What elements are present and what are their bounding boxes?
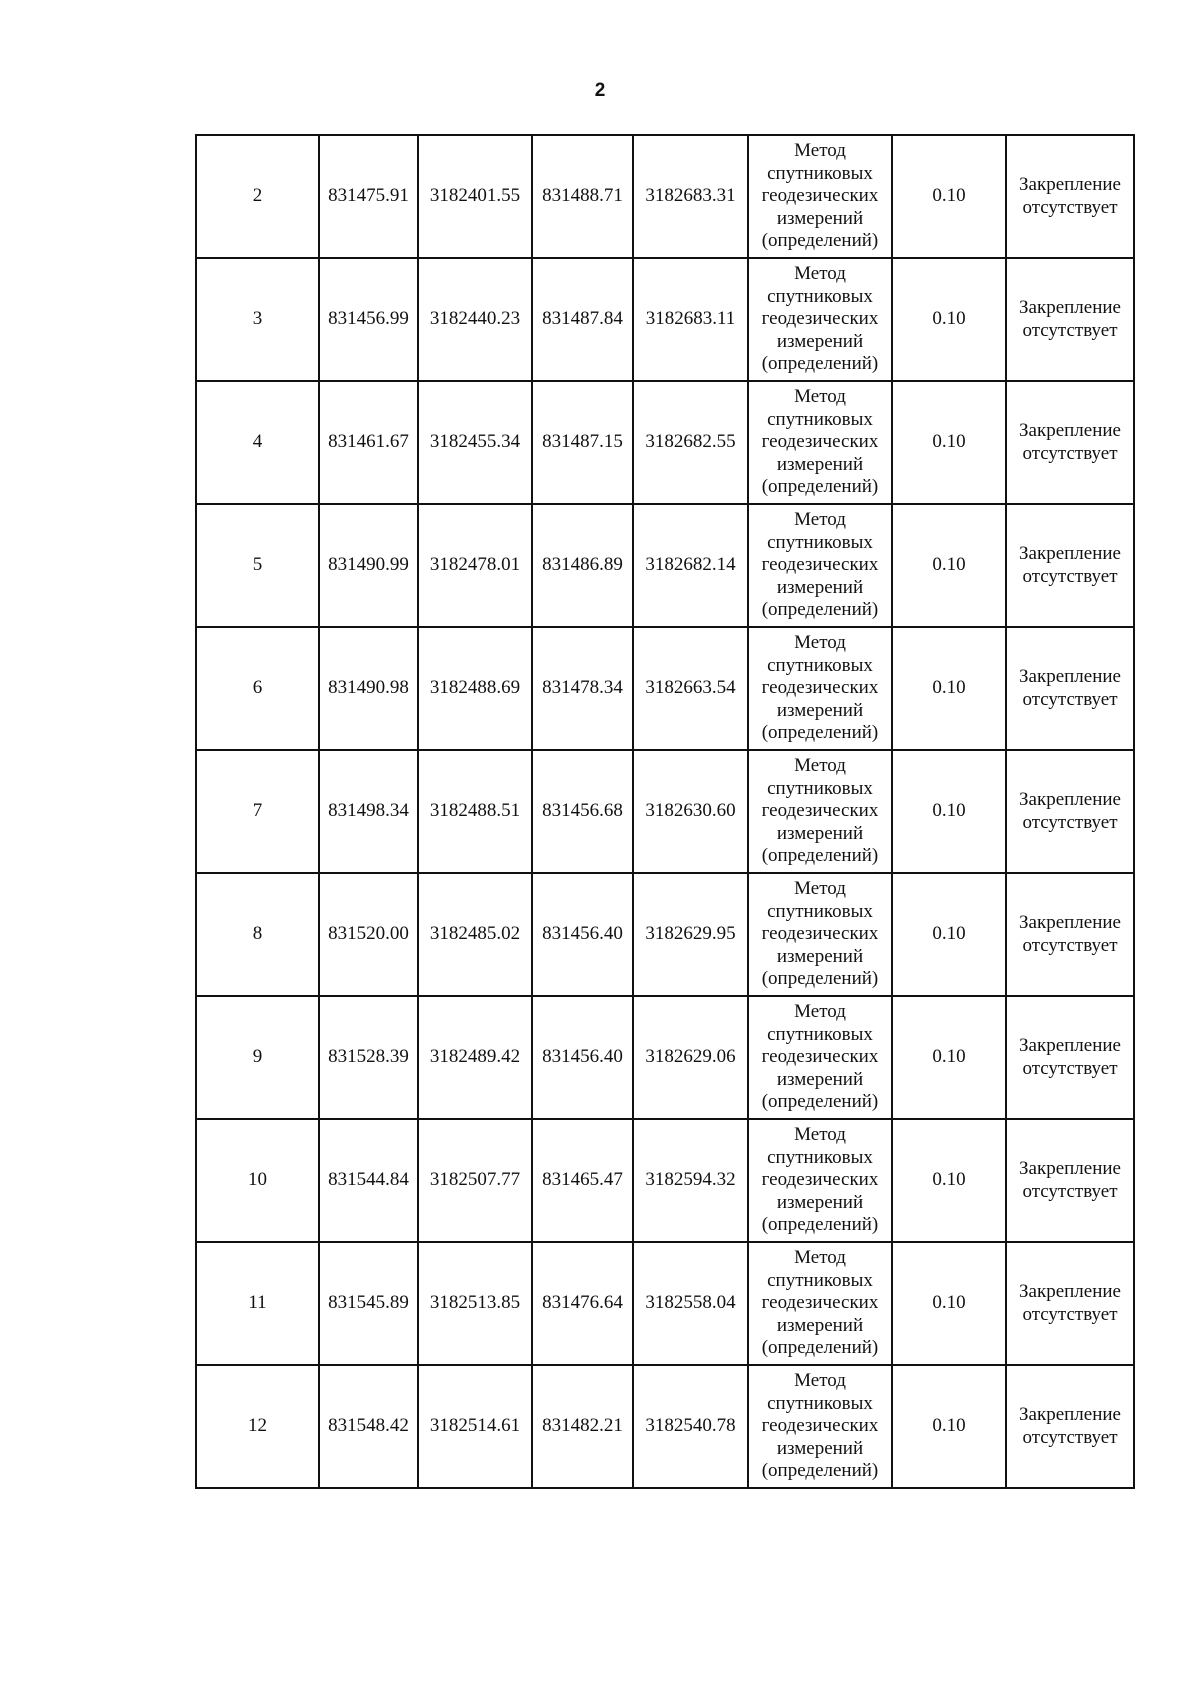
method-cell [748,1365,892,1488]
fixation-line: отсутствует [1022,319,1118,341]
method-line: (определений) [761,1091,879,1113]
method-line: Метод [794,1124,846,1146]
method-line: геодезических [761,677,879,699]
y-coordinate-alt-cell: 3182540.78 [633,1365,748,1488]
point-number-cell: 3 [196,258,319,381]
x-coordinate-cell: 831461.67 [319,381,418,504]
y-coordinate-cell: 3182401.55 [418,135,532,258]
method-line: Метод [794,140,846,162]
x-coordinate-alt-cell: 831456.68 [532,750,633,873]
method-line: измерений [776,822,864,844]
method-line: измерений [776,1068,864,1090]
x-coordinate-cell: 831520.00 [319,873,418,996]
fixation-cell [1006,504,1134,627]
x-coordinate-cell: 831490.98 [319,627,418,750]
x-coordinate-cell: 831490.99 [319,504,418,627]
method-line: измерений [776,207,864,229]
x-coordinate-alt-cell: 831482.21 [532,1365,633,1488]
table-row [196,627,1134,750]
y-coordinate-alt-cell: 3182682.55 [633,381,748,504]
fixation-line: отсутствует [1022,1426,1118,1448]
table-row [196,873,1134,996]
fixation-line: отсутствует [1022,196,1118,218]
method-line: Метод [794,263,846,285]
page-number: 2 [594,80,606,101]
method-line: Метод [794,1247,846,1269]
y-coordinate-alt-cell: 3182558.04 [633,1242,748,1365]
fixation-line: Закрепление [1019,912,1121,933]
y-coordinate-cell: 3182513.85 [418,1242,532,1365]
method-line: Метод [794,386,846,408]
x-coordinate-cell: 831548.42 [319,1365,418,1488]
method-line: измерений [776,330,864,352]
method-line: геодезических [761,923,879,945]
coordinates-table [195,134,1135,1489]
fixation-cell [1006,1119,1134,1242]
method-cell [748,135,892,258]
y-coordinate-cell: 3182455.34 [418,381,532,504]
accuracy-cell: 0.10 [892,1119,1006,1242]
table-row [196,135,1134,258]
method-line: (определений) [761,1460,879,1482]
method-line: измерений [776,576,864,598]
accuracy-cell: 0.10 [892,627,1006,750]
method-line: спутниковых [767,285,873,307]
table-row [196,504,1134,627]
fixation-line: Закрепление [1019,543,1121,564]
x-coordinate-cell: 831498.34 [319,750,418,873]
method-line: (определений) [761,1337,879,1359]
fixation-line: Закрепление [1019,789,1121,810]
fixation-line: Закрепление [1019,297,1121,318]
accuracy-cell: 0.10 [892,1365,1006,1488]
method-line: (определений) [761,722,879,744]
table-row [196,381,1134,504]
method-line: спутниковых [767,1269,873,1291]
y-coordinate-cell: 3182488.51 [418,750,532,873]
method-line: спутниковых [767,1146,873,1168]
method-cell [748,627,892,750]
point-number-cell: 2 [196,135,319,258]
method-cell [748,258,892,381]
fixation-line: Закрепление [1019,1035,1121,1056]
y-coordinate-alt-cell: 3182630.60 [633,750,748,873]
point-number-cell: 7 [196,750,319,873]
method-line: геодезических [761,431,879,453]
x-coordinate-cell: 831545.89 [319,1242,418,1365]
fixation-line: Закрепление [1019,420,1121,441]
method-cell [748,1119,892,1242]
x-coordinate-cell: 831544.84 [319,1119,418,1242]
method-line: Метод [794,1001,846,1023]
y-coordinate-cell: 3182488.69 [418,627,532,750]
fixation-line: отсутствует [1022,1057,1118,1079]
fixation-cell [1006,1242,1134,1365]
fixation-cell [1006,258,1134,381]
x-coordinate-alt-cell: 831456.40 [532,996,633,1119]
x-coordinate-alt-cell: 831488.71 [532,135,633,258]
method-cell [748,504,892,627]
x-coordinate-alt-cell: 831487.15 [532,381,633,504]
y-coordinate-cell: 3182478.01 [418,504,532,627]
accuracy-cell: 0.10 [892,750,1006,873]
fixation-line: отсутствует [1022,1180,1118,1202]
fixation-line: Закрепление [1019,1404,1121,1425]
method-line: (определений) [761,353,879,375]
table-row [196,1119,1134,1242]
fixation-line: отсутствует [1022,442,1118,464]
x-coordinate-alt-cell: 831478.34 [532,627,633,750]
fixation-cell [1006,381,1134,504]
method-line: Метод [794,755,846,777]
fixation-line: Закрепление [1019,174,1121,195]
y-coordinate-alt-cell: 3182683.31 [633,135,748,258]
y-coordinate-alt-cell: 3182594.32 [633,1119,748,1242]
method-line: Метод [794,632,846,654]
method-line: измерений [776,945,864,967]
y-coordinate-alt-cell: 3182663.54 [633,627,748,750]
fixation-cell [1006,750,1134,873]
method-line: измерений [776,1191,864,1213]
fixation-cell [1006,996,1134,1119]
method-line: геодезических [761,800,879,822]
y-coordinate-alt-cell: 3182682.14 [633,504,748,627]
method-line: Метод [794,1370,846,1392]
method-line: спутниковых [767,654,873,676]
point-number-cell: 4 [196,381,319,504]
table-row [196,1242,1134,1365]
point-number-cell: 9 [196,996,319,1119]
method-line: измерений [776,1314,864,1336]
method-line: спутниковых [767,1392,873,1414]
method-line: геодезических [761,308,879,330]
y-coordinate-alt-cell: 3182683.11 [633,258,748,381]
method-line: геодезических [761,185,879,207]
method-line: спутниковых [767,777,873,799]
x-coordinate-alt-cell: 831476.64 [532,1242,633,1365]
method-line: спутниковых [767,900,873,922]
method-line: (определений) [761,599,879,621]
fixation-line: Закрепление [1019,1281,1121,1302]
point-number-cell: 12 [196,1365,319,1488]
fixation-cell [1006,873,1134,996]
y-coordinate-cell: 3182489.42 [418,996,532,1119]
method-line: Метод [794,878,846,900]
method-cell [748,873,892,996]
y-coordinate-cell: 3182440.23 [418,258,532,381]
accuracy-cell: 0.10 [892,504,1006,627]
method-line: измерений [776,453,864,475]
method-line: геодезических [761,1169,879,1191]
accuracy-cell: 0.10 [892,135,1006,258]
x-coordinate-alt-cell: 831465.47 [532,1119,633,1242]
method-line: спутниковых [767,162,873,184]
y-coordinate-alt-cell: 3182629.06 [633,996,748,1119]
method-line: геодезических [761,1415,879,1437]
method-cell [748,1242,892,1365]
method-line: (определений) [761,230,879,252]
accuracy-cell: 0.10 [892,258,1006,381]
x-coordinate-alt-cell: 831487.84 [532,258,633,381]
accuracy-cell: 0.10 [892,996,1006,1119]
fixation-line: Закрепление [1019,1158,1121,1179]
method-line: спутниковых [767,1023,873,1045]
method-cell [748,996,892,1119]
point-number-cell: 11 [196,1242,319,1365]
method-line: геодезических [761,554,879,576]
fixation-cell [1006,627,1134,750]
table-row [196,258,1134,381]
method-line: спутниковых [767,408,873,430]
fixation-line: отсутствует [1022,688,1118,710]
y-coordinate-cell: 3182514.61 [418,1365,532,1488]
method-line: спутниковых [767,531,873,553]
fixation-line: отсутствует [1022,565,1118,587]
method-line: (определений) [761,1214,879,1236]
accuracy-cell: 0.10 [892,873,1006,996]
y-coordinate-cell: 3182507.77 [418,1119,532,1242]
y-coordinate-alt-cell: 3182629.95 [633,873,748,996]
fixation-line: отсутствует [1022,934,1118,956]
table-row [196,1365,1134,1488]
method-line: измерений [776,1437,864,1459]
fixation-cell [1006,135,1134,258]
method-cell [748,381,892,504]
x-coordinate-alt-cell: 831456.40 [532,873,633,996]
method-line: измерений [776,699,864,721]
method-line: (определений) [761,968,879,990]
y-coordinate-cell: 3182485.02 [418,873,532,996]
table-body [196,135,1134,1488]
method-line: геодезических [761,1046,879,1068]
fixation-line: Закрепление [1019,666,1121,687]
method-line: (определений) [761,476,879,498]
accuracy-cell: 0.10 [892,1242,1006,1365]
fixation-cell [1006,1365,1134,1488]
x-coordinate-alt-cell: 831486.89 [532,504,633,627]
table-row [196,750,1134,873]
x-coordinate-cell: 831456.99 [319,258,418,381]
fixation-line: отсутствует [1022,1303,1118,1325]
x-coordinate-cell: 831528.39 [319,996,418,1119]
point-number-cell: 8 [196,873,319,996]
method-line: (определений) [761,845,879,867]
fixation-line: отсутствует [1022,811,1118,833]
method-line: геодезических [761,1292,879,1314]
point-number-cell: 10 [196,1119,319,1242]
point-number-cell: 5 [196,504,319,627]
point-number-cell: 6 [196,627,319,750]
accuracy-cell: 0.10 [892,381,1006,504]
method-cell [748,750,892,873]
method-line: Метод [794,509,846,531]
table-row [196,996,1134,1119]
x-coordinate-cell: 831475.91 [319,135,418,258]
